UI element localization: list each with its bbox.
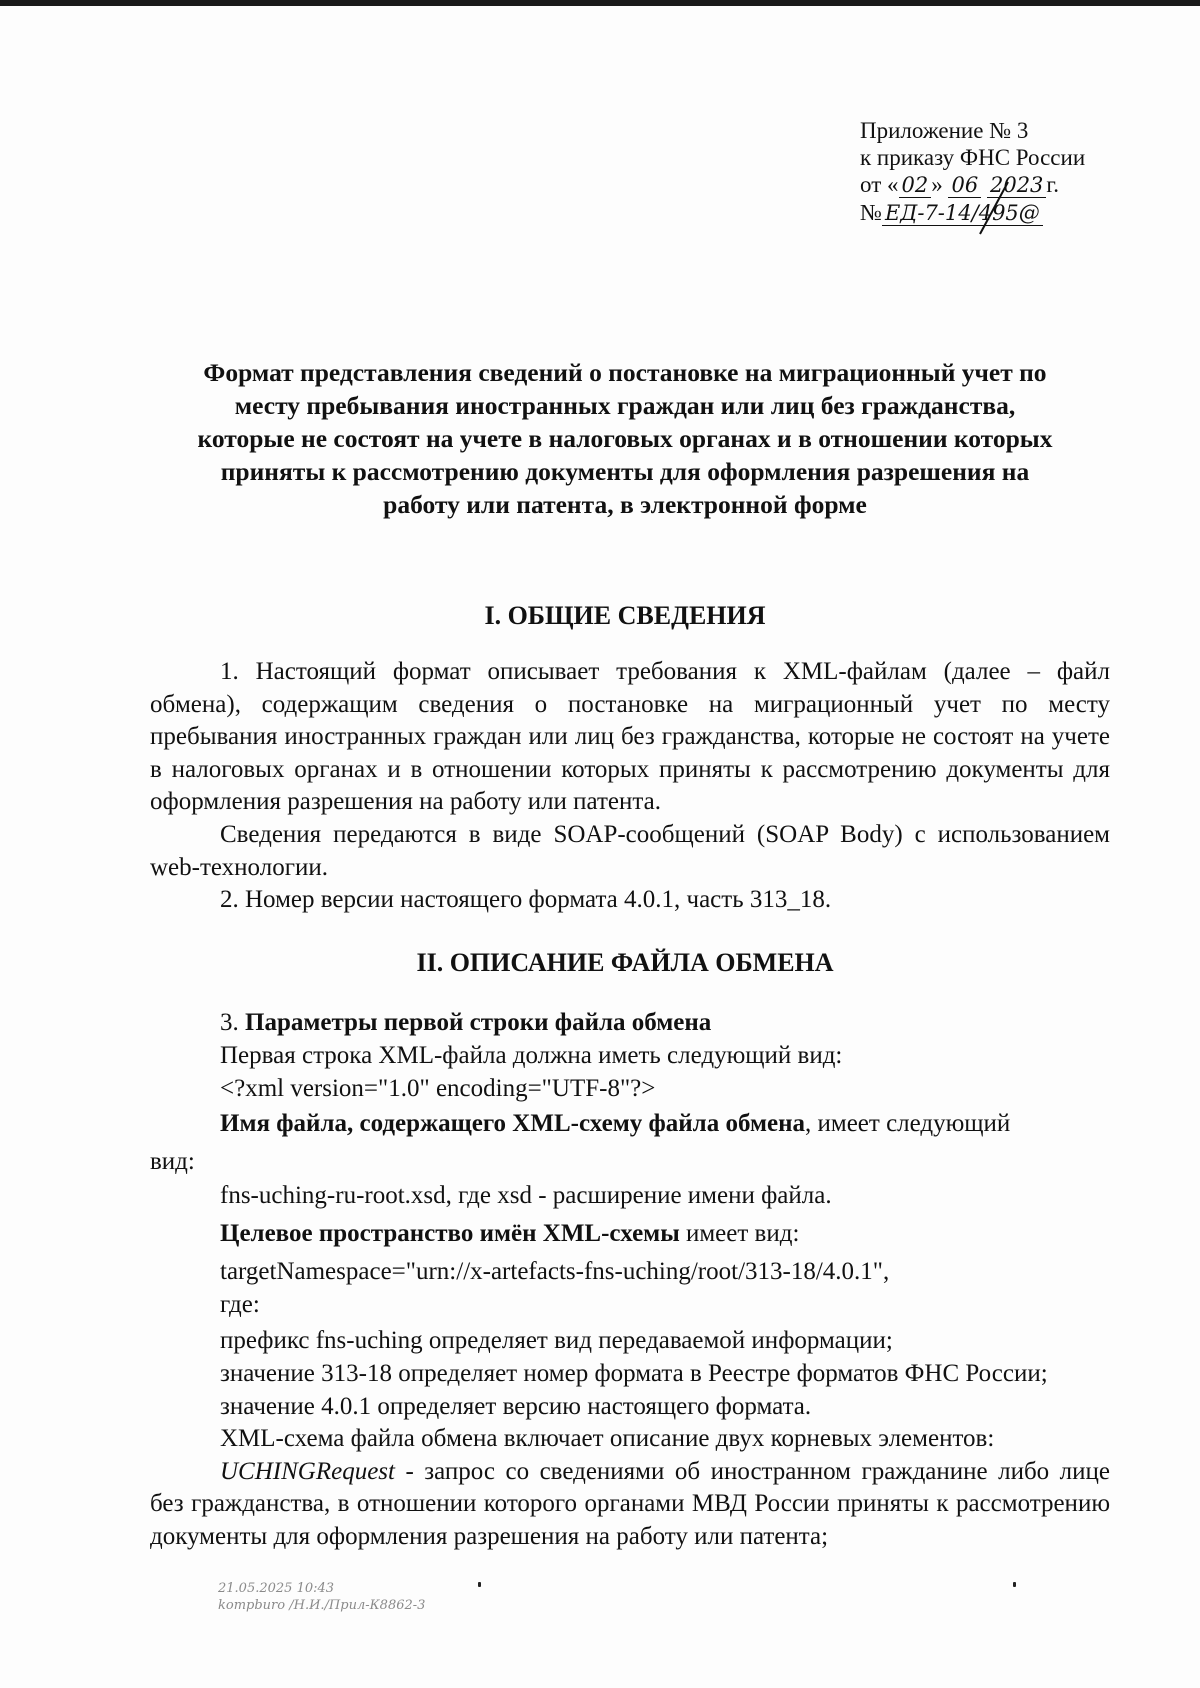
schema-name-continuation: вид: [150,1148,195,1175]
namespace-label: Целевое пространство имён XML-схемы [220,1220,680,1247]
first-line-intro: Первая строка XML-файла должна иметь следующий вид: [220,1042,843,1069]
section-heading-exchange-file: II. ОПИСАНИЕ ФАЙЛА ОБМЕНА [416,948,834,977]
document-title [150,356,1100,521]
item-3-number: 3. [220,1009,239,1036]
schema-name-rest: , имеет следующий [805,1110,1011,1137]
date-prefix: от « [860,172,899,197]
order-reference: к приказу ФНС России [860,145,1086,170]
print-path: kompburo /Н.И./Прил-К8862-3 [218,1598,426,1613]
handwritten-stroke-icon [960,178,1020,238]
where-label: где: [220,1291,260,1318]
scan-speck [478,1582,481,1587]
paragraph-soap: Сведения передаются в виде SOAP-сообщений (SOAP Body) с использованием web-технологии. [150,820,1110,881]
section-heading-general: I. ОБЩИЕ СВЕДЕНИЯ [484,601,766,630]
request-element-paragraph [150,1456,1110,1554]
namespace-value: targetNamespace="urn://x-artefacts-fns-uching/root/313-18/4.0.1", [220,1258,890,1285]
paragraph-version: 2. Номер версии настоящего формата 4.0.1, часть 313_18. [220,886,832,914]
title-line: приняты к рассмотрению документы для оформления разрешения на [220,457,1030,486]
handwritten-day: 02 [899,173,932,198]
schema-name-label: Имя файла, содержащего XML-схему файла обмена [220,1110,805,1137]
schema-file-name: fns-uching-ru-root.xsd, где xsd - расширение имени файла. [220,1182,832,1209]
namespace-line [150,1218,1180,1250]
print-timestamp: 21.05.2025 10:43 [218,1581,335,1596]
xml-declaration: <?xml version="1.0" encoding="UTF-8"?> [220,1075,656,1102]
date-mid: » [931,172,943,197]
appendix-label: Приложение № 3 [860,118,1029,143]
date-suffix: г. [1046,172,1060,197]
print-stamp [218,1580,425,1614]
value-313-description: значение 313-18 определяет номер формата в Реестре форматов ФНС России; [220,1360,1048,1387]
item-3-heading [150,1007,1180,1039]
paragraph-1: 1. Настоящий формат описывает требования к XML-файлам (далее – файл обмена), содержащим сведения о постановке на миграционный учет по месту пребывания иностранных граждан или лиц без гражданства, которые не состоят на учете в налоговых органах и в отношении которых приняты к рассмотрению документы для оформления разрешения на работу или патента. [150,658,1110,816]
section1-body [150,656,1110,917]
scan-top-edge [0,0,1200,6]
prefix-description: префикс fns-uching определяет вид передаваемой информации; [220,1327,893,1354]
handwritten-number: ЕД-7-14/495@ [882,201,1043,226]
request-element-description: - запрос со сведениями об иностранном гражданине либо лице без гражданства, в отношении которого органами МВД России приняты к рассмотрению документы для оформления разрешения на работу или патента; [150,1457,1110,1550]
title-line: месту пребывания иностранных граждан или лиц без гражданства, [234,391,1016,420]
scan-speck [1013,1582,1016,1587]
number-prefix: № [860,200,882,225]
value-401-description: значение 4.0.1 определяет версию настоящего формата. [220,1392,812,1420]
title-line: работу или патента, в электронной форме [383,490,867,519]
handwritten-month: 06 [948,173,981,198]
item-3-title: Параметры первой строки файла обмена [245,1009,712,1036]
request-element-name: UCHINGRequest [220,1457,395,1485]
title-line: которые не состоят на учете в налоговых органах и в отношении которых [197,424,1053,453]
format-value-paragraphs [150,1358,1110,1554]
title-line: Формат представления сведений о постановке на миграционный учет по [203,358,1047,387]
namespace-rest: имеет вид: [679,1220,800,1247]
root-elements-intro: XML-схема файла обмена включает описание двух корневых элементов: [220,1425,995,1453]
schema-name-line [150,1108,1180,1140]
handwritten-year: 2023 [987,173,1046,198]
